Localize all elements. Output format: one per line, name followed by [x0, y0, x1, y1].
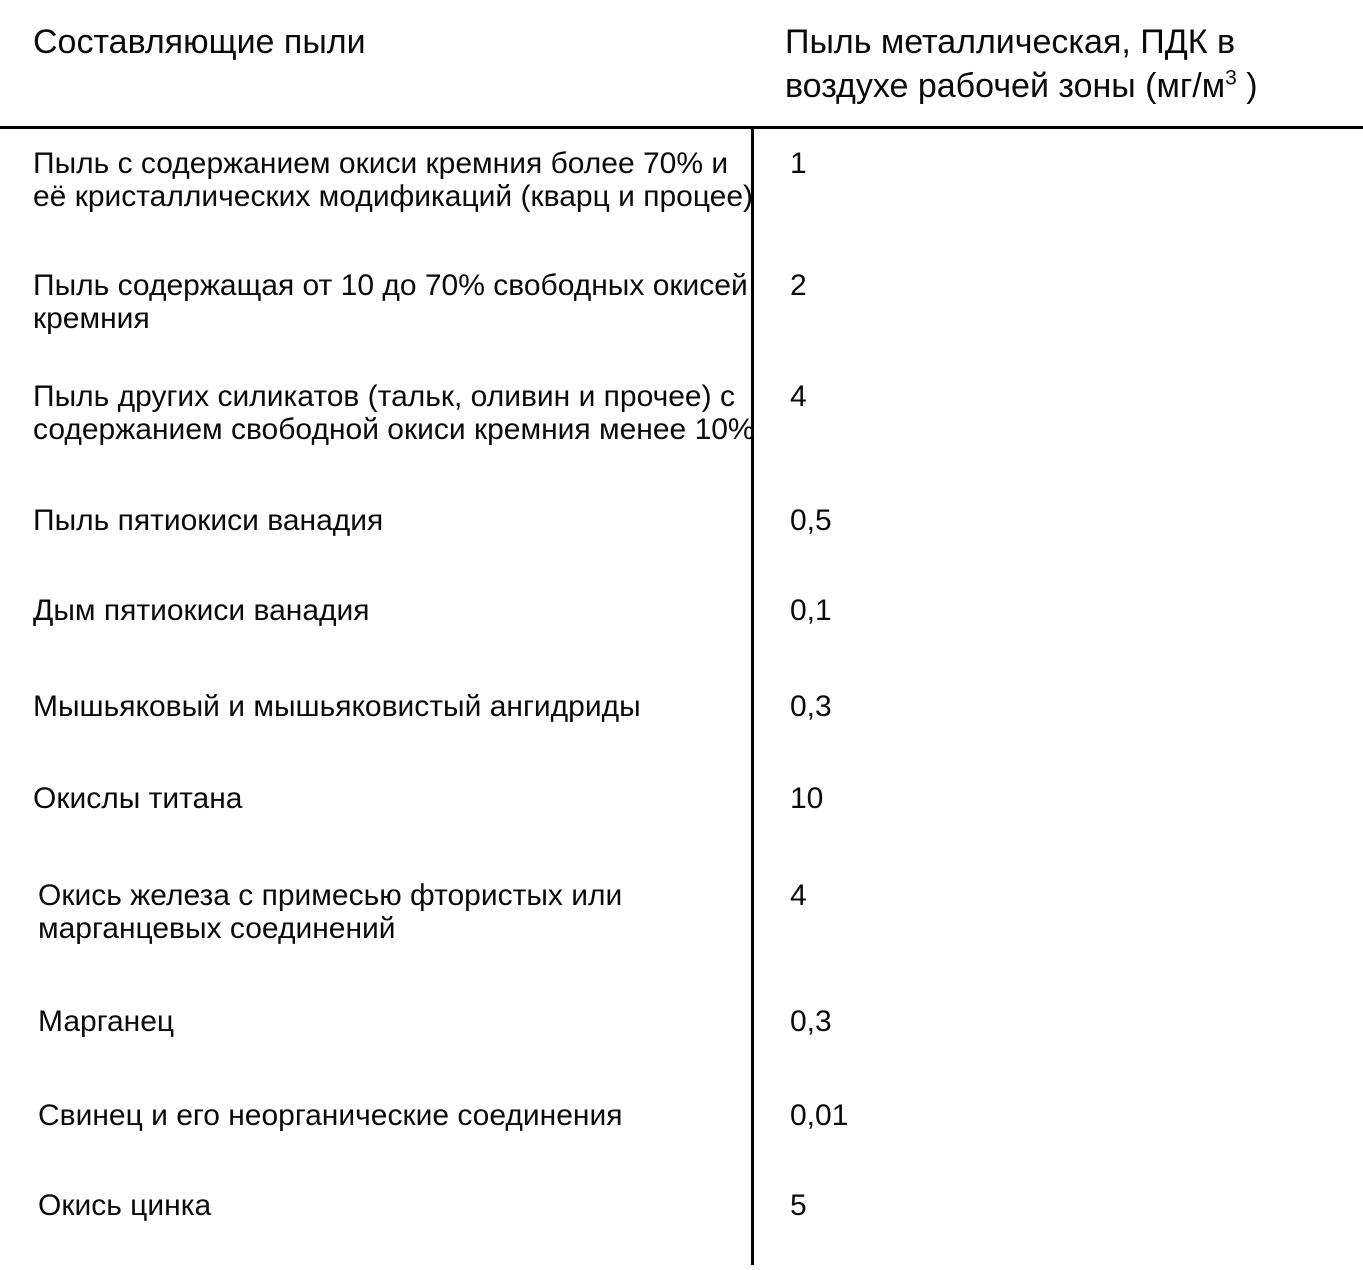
pdk-value: 0,1: [790, 594, 832, 627]
substance-line: Пыль с содержанием окиси кремния более 70% и: [33, 147, 729, 180]
col-header-pdk-line1: Пыль металлическая, ПДК в: [785, 23, 1236, 61]
col-header-substances: Составляющие пыли: [33, 23, 366, 61]
pdk-value: 4: [790, 879, 807, 912]
pdk-value: 0,01: [790, 1099, 849, 1132]
substance-cell: [33, 380, 755, 446]
substance-cell: [33, 269, 751, 335]
col-header-pdk: [785, 20, 1258, 108]
substance-line: Пыль содержащая от 10 до 70% свободных окисей: [33, 269, 748, 302]
substance-line: кремния: [33, 302, 150, 335]
substance-cell: [38, 1189, 756, 1222]
pdk-value: 0,5: [790, 504, 832, 537]
pdk-value: 2: [790, 269, 807, 302]
substance-cell: [38, 1099, 756, 1132]
table-row: [0, 1189, 1363, 1222]
col-header-pdk-unit-text: воздухе рабочей зоны (мг/м: [785, 67, 1226, 105]
col-header-pdk-unit-close: ): [1236, 67, 1258, 105]
table-row: [0, 690, 1363, 723]
substance-cell: [33, 504, 751, 537]
table-row: [0, 1005, 1363, 1038]
substance-cell: [33, 147, 754, 213]
substance-line: её кристаллических модификаций (кварц и процее): [33, 180, 754, 213]
substance-line: Дым пятиокиси ванадия: [33, 594, 370, 627]
substance-line: Пыль пятиокиси ванадия: [33, 504, 384, 537]
table-row: [0, 782, 1363, 815]
substance-line: Окись цинка: [38, 1189, 212, 1222]
substance-line: Окись железа с примесью фтористых или: [38, 879, 623, 912]
substance-line: Окислы титана: [33, 782, 243, 815]
pdk-value: 0,3: [790, 690, 832, 723]
pdk-value: 1: [790, 147, 807, 180]
pdk-value: 10: [790, 782, 824, 815]
superscript-3: 3: [1225, 66, 1237, 90]
pdk-value: 5: [790, 1189, 807, 1222]
substance-line: марганцевых соединений: [38, 912, 396, 945]
substance-line: Марганец: [38, 1005, 175, 1038]
table-row: [0, 147, 1363, 213]
table-row: [0, 594, 1363, 627]
table-row: [0, 504, 1363, 537]
substance-line: Мышьяковый и мышьяковистый ангидриды: [33, 690, 641, 723]
substance-line: содержанием свободной окиси кремния менее 10%: [33, 413, 755, 446]
header-divider-line: [0, 126, 1363, 129]
substance-line: Свинец и его неорганические соединения: [38, 1099, 623, 1132]
table-row: [0, 1099, 1363, 1132]
pdk-value: 0,3: [790, 1005, 832, 1038]
substance-cell: [38, 879, 756, 945]
substance-cell: [33, 690, 751, 723]
table-row: [0, 269, 1363, 335]
substance-cell: [33, 594, 751, 627]
table-row: [0, 380, 1363, 446]
table-row: [0, 879, 1363, 945]
col-header-pdk-line2: [785, 64, 1258, 108]
substance-cell: [38, 1005, 756, 1038]
pdk-value: 4: [790, 380, 807, 413]
substance-cell: [33, 782, 751, 815]
substance-line: Пыль других силикатов (тальк, оливин и прочее) с: [33, 380, 735, 413]
